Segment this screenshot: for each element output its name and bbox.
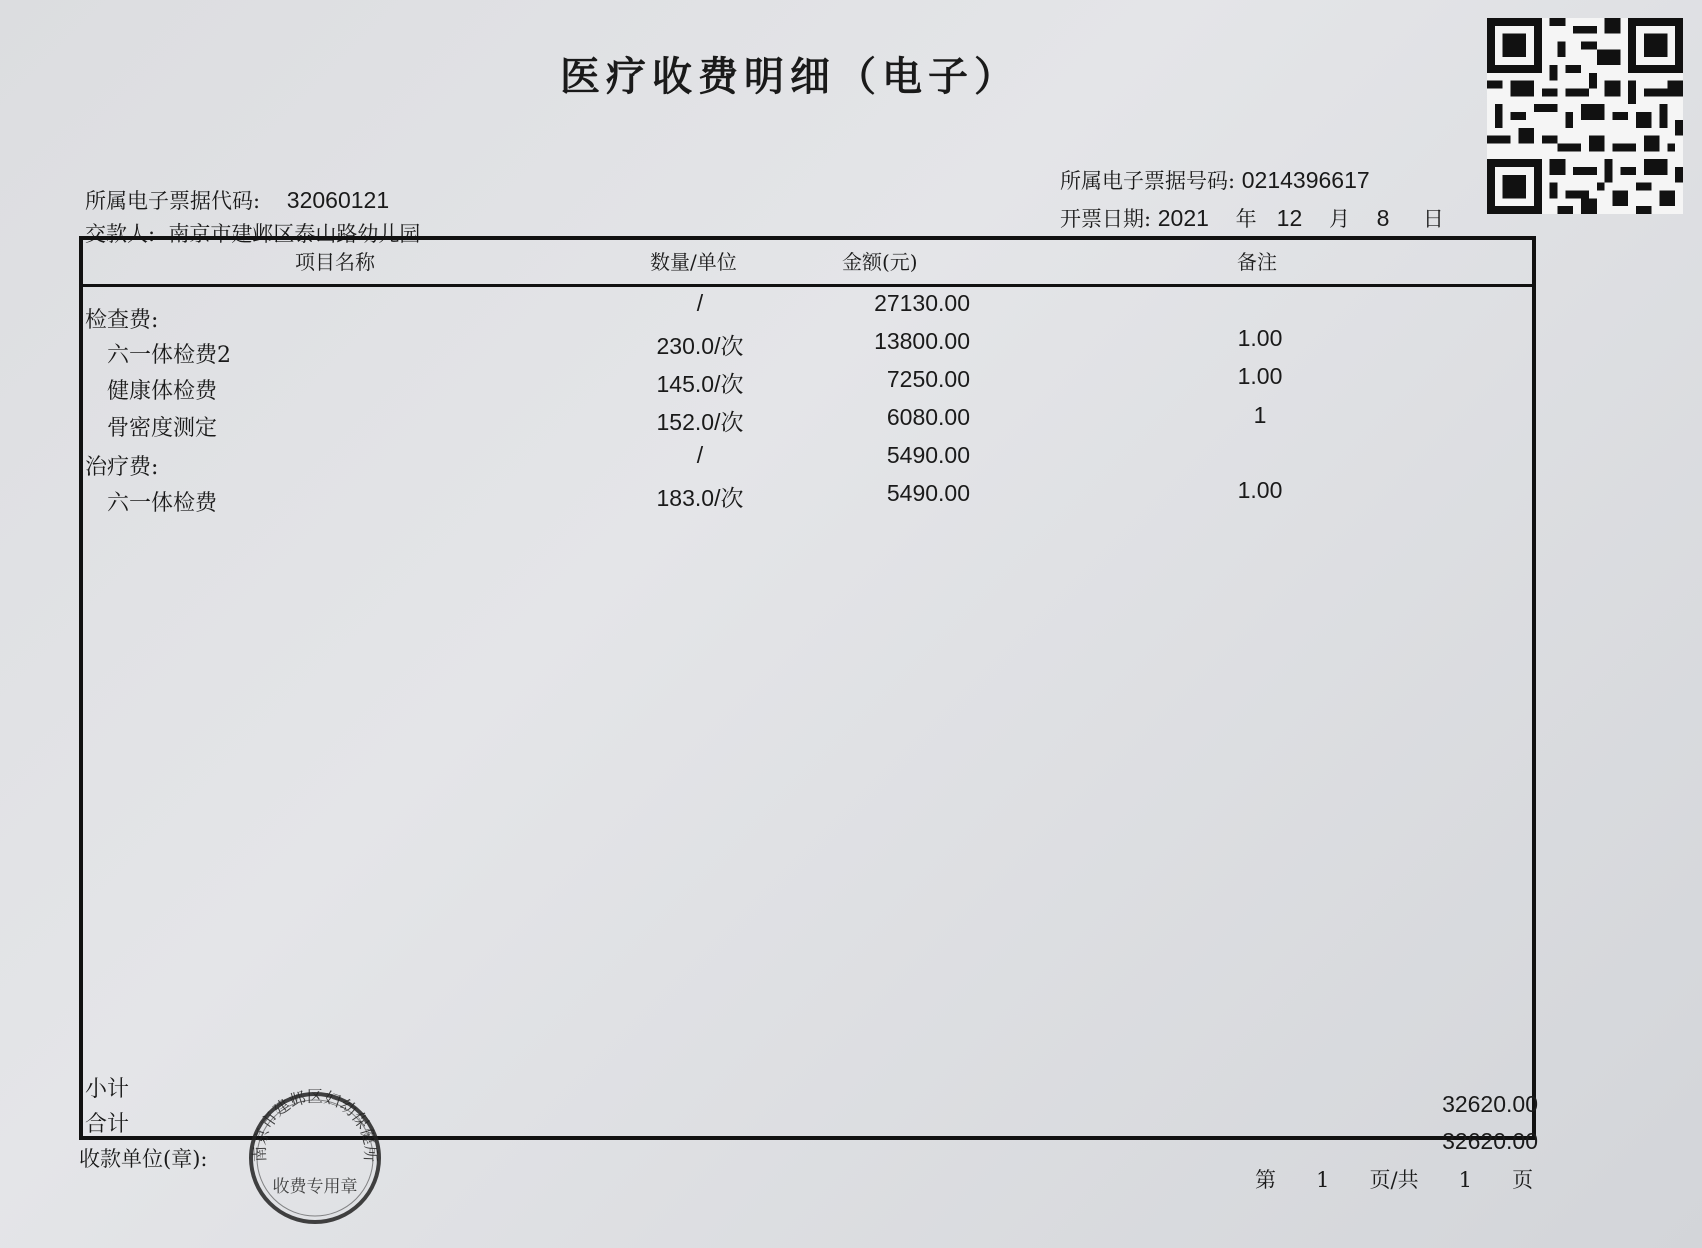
payer-label: 交款人: (85, 222, 156, 246)
bill-code-label: 所属电子票据代码: (85, 189, 261, 213)
header-item-name: 项目名称 (295, 250, 375, 274)
row-qty: 152.0/次 (656, 409, 744, 435)
page-total: 1 (1458, 1168, 1473, 1192)
row-name: 骨密度测定 (107, 416, 218, 441)
row-name: 治疗费: (85, 455, 159, 480)
page-suffix: 页 (1512, 1168, 1534, 1192)
row-note: 1.00 (1237, 325, 1283, 351)
row-name: 六一体检费 (107, 491, 218, 516)
header-quantity: 数量/单位 (650, 250, 737, 274)
page-mid: 页/共 (1369, 1168, 1419, 1192)
issue-date-month: 12 (1276, 205, 1303, 231)
row-name: 检查费: (85, 308, 159, 333)
row-amount: 13800.00 (874, 328, 970, 354)
issue-date-day: 8 (1376, 205, 1390, 231)
row-amount: 5490.00 (886, 442, 970, 468)
row-amount: 5490.00 (886, 480, 970, 506)
issue-date-year-unit: 年 (1235, 207, 1257, 231)
issue-date-day-unit: 日 (1422, 207, 1444, 231)
row-name: 健康体检费 (107, 379, 218, 404)
row-qty: 183.0/次 (656, 485, 744, 511)
header-divider (79, 284, 1536, 287)
payer-value: 南京市建邺区泰山路幼儿园 (168, 222, 421, 246)
row-qty: 230.0/次 (656, 333, 744, 359)
document-title: 医疗收费明细（电子） (560, 53, 1020, 100)
bill-number-row (1060, 165, 1370, 195)
seal-center-text: 收费专用章 (272, 1177, 358, 1197)
issue-date-label: 开票日期: (1060, 207, 1152, 231)
official-seal (245, 1088, 385, 1228)
page-prefix: 第 (1255, 1168, 1276, 1192)
total-label: 合计 (85, 1112, 130, 1137)
row-note: 1.00 (1237, 363, 1283, 389)
bill-code-value: 32060121 (286, 187, 390, 213)
subtotal-value: 32620.00 (1442, 1091, 1538, 1117)
total-value: 32620.00 (1442, 1128, 1538, 1154)
header-note: 备注 (1237, 250, 1277, 274)
row-note: 1.00 (1237, 477, 1283, 503)
row-amount: 6080.00 (886, 404, 970, 430)
issue-date-month-unit: 月 (1328, 207, 1350, 231)
svg-text:南京市建邺区妇幼保健所 (250, 1088, 380, 1162)
page-current: 1 (1316, 1168, 1330, 1192)
bill-number-label: 所属电子票据号码: (1060, 169, 1236, 193)
seal-ring-text: 南京市建邺区妇幼保健所 (249, 1088, 381, 1163)
row-qty: / (696, 290, 704, 316)
issue-date-row (1060, 203, 1444, 233)
subtotal-label: 小计 (85, 1077, 130, 1102)
row-qty: 145.0/次 (656, 371, 744, 397)
payee-label: 收款单位(章): (79, 1147, 208, 1171)
bill-code-row (85, 185, 389, 215)
row-qty: / (696, 442, 704, 468)
page-indicator (1255, 1164, 1533, 1194)
row-amount: 7250.00 (886, 366, 970, 392)
row-note: 1 (1253, 402, 1267, 428)
bill-number-value: 0214396617 (1241, 167, 1370, 193)
qr-code-icon (1485, 18, 1685, 214)
row-name: 六一体检费2 (107, 343, 231, 368)
issue-date-year: 2021 (1157, 205, 1209, 231)
header-amount: 金额(元) (842, 250, 918, 274)
row-amount: 27130.00 (874, 290, 970, 316)
